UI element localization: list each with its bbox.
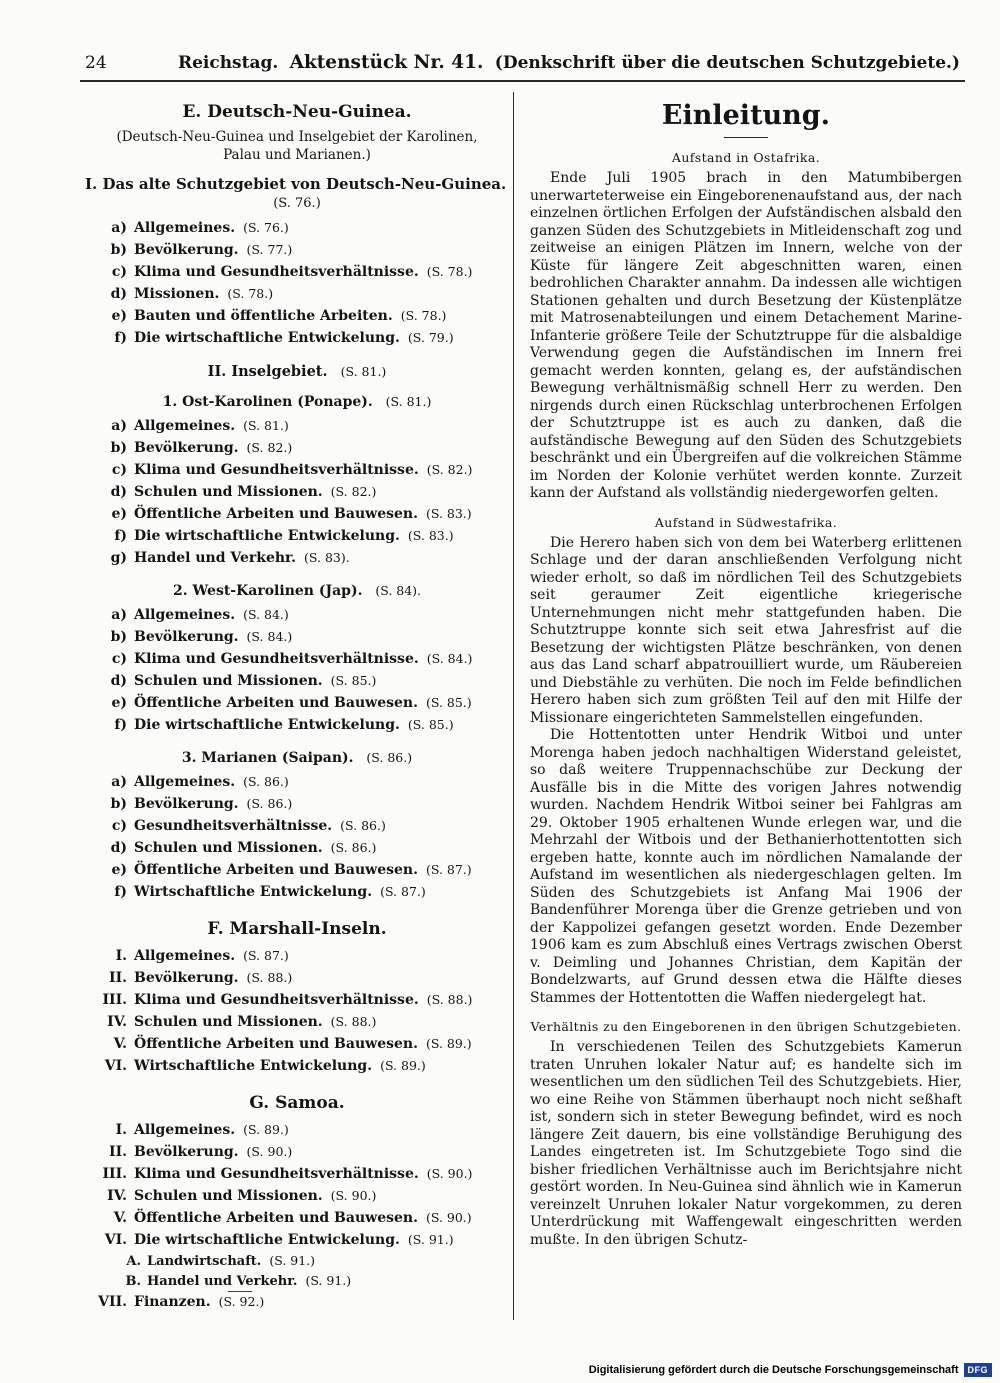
toc-item-label: e) [111,862,127,878]
toc-chapter [85,102,509,122]
toc-entry [85,670,509,692]
toc-entry [85,793,509,815]
toc-item-pageref: (S. 82.) [246,440,293,455]
header-title-aktenstueck: Aktenstück Nr. 41. [289,52,484,73]
toc-item-label: VII. [98,1294,127,1310]
toc-item-title: Allgemeines. [134,418,236,434]
toc-item-pageref: (S. 83.) [425,506,472,521]
toc-entry [85,989,509,1011]
toc-item-title: Schulen und Missionen. [134,673,323,689]
toc-item-pageref: (S. 85.) [425,695,472,710]
toc-item-title: Handel und Verkehr. [134,550,296,566]
toc-item-title: Öffentliche Arbeiten und Bauwesen. [134,1210,418,1226]
toc-item-title: 2. West-Karolinen (Jap). [172,583,363,599]
toc-item-title: Wirtschaftliche Entwickelung. [134,884,373,900]
toc-item-title: Öffentliche Arbeiten und Bauwesen. [134,1036,418,1052]
toc-item-label: B. [125,1274,141,1289]
toc-item-label: f) [114,330,127,346]
toc-item-title: Bauten und öffentliche Arbeiten. [134,308,393,324]
toc-item-title: II. Inselgebiet. [207,363,328,380]
toc-item-title: (Deutsch-Neu-Guinea und Inselgebiet der Karolinen, Palau und Marianen.) [116,129,478,163]
toc-item-title: Bevölkerung. [134,1144,239,1160]
toc-entry [85,1291,509,1313]
toc-item-title: Schulen und Missionen. [134,484,323,500]
title-rule [724,137,768,138]
toc-entry [85,459,509,481]
toc-entry [85,881,509,903]
toc-item-label: A. [126,1254,141,1269]
toc-item-label: a) [111,607,127,623]
toc-item-title: Die wirtschaftliche Entwickelung. [134,528,400,544]
toc-item-pageref: (S. 76.) [243,220,289,235]
toc-item-label: VI. [104,1232,127,1248]
article-title: Einleitung. [661,100,831,131]
page-header [85,52,960,73]
toc-item-label: VI. [104,1058,127,1074]
body-paragraph: Ende Juli 1905 brach in den Matumbibergen unerwarteterweise ein Eingeborenenaufstand aus, der nach einzelnen örtlichen Erfolgen der Aufständischen alsbald den ganzen Süden des Schutzgebiets in Mitleidenschaft zog und zeitweise an einigen Plätzen im Innern, welche von der Küste für längere Zeit abgeschnitten waren, einen bedrohlichen Charakter annahm. Da indessen alle wichtigen Stationen gehalten und durch Besetzung der Küstenplätze mit Matrosenabteilungen und einem Detachement Marine-Infanterie größere Teile der Schutztruppe für die alsbaldige Verwendung gegen die Aufständischen im Innern frei gemacht werden konnten, gelang es, der aufständischen Bewegung verhältnismäßig schnell Herr zu werden. Den nirgends durch einen Rückschlag unterbrochenen Erfolgen der Schutztruppe ist es auch zu danken, daß die aufständische Bewegung auf den Süden des Schutzgebiets beschränkt und ein Übergreifen auf die volkreichen Stämme im Norden der Kolonie verhütet werden konnte. Zurzeit kann der Aufstand als vollständig niedergeworfen gelten. [530,170,962,501]
toc-item-pageref: (S. 90.) [246,1144,293,1159]
toc-item-pageref: (S. 85.) [407,717,454,732]
header-title-denkschrift: (Denkschrift über die deutschen Schutzgebiete.) [494,53,960,73]
toc-pageref [85,196,509,211]
table-of-contents [85,92,509,1320]
toc-item-label: b) [110,440,127,456]
toc-item-label: d) [110,840,127,856]
toc-item-title: Klima und Gesundheitsverhältnisse. [134,264,419,280]
toc-item-label: IV. [107,1014,127,1030]
toc-subentry [85,1251,509,1271]
toc-entry [85,415,509,437]
digitization-footer [589,1363,992,1377]
toc-item-label: d) [110,673,127,689]
article-column [514,92,962,1320]
body-paragraph: In verschiedenen Teilen des Schutzgebiets Kamerun traten Unruhen lokaler Natur auf; es handelte sich im wesentlichen um den südlichen Teil des Schutzgebiets. Hier, wo eine Reihe von Stämmen überhaupt noch nicht seßhaft ist, sondern sich in steter Bewegung befindet, wird es noch längere Zeit dauern, bis eine vollständige Beruhigung des Landes eingetreten ist. Im Schutzgebiete Togo sind die bisher friedlichen Verhältnisse auch im Berichtsjahre nicht gestört worden. In Neu-Guinea sind ähnlich wie in Kamerun vereinzelt Unruhen lokaler Natur vorgekommen, zu deren Unterdrückung mit Waffengewalt eingeschritten werden mußte. In den übrigen Schutz- [530,1039,962,1248]
toc-item-pageref: (S. 88.) [426,992,473,1007]
toc-item-label: II. [109,1144,127,1160]
toc-item-title: Schulen und Missionen. [134,1188,323,1204]
toc-item-title: Klima und Gesundheitsverhältnisse. [134,1166,419,1182]
toc-item-title: Schulen und Missionen. [134,1014,323,1030]
toc-item-label: III. [102,1166,127,1182]
toc-item-label: d) [110,286,127,302]
toc-item-pageref: (S. 91.) [407,1232,454,1247]
body-paragraph: Die Hottentotten unter Hendrik Witboi und unter Morenga haben jedoch nachhaltigen Widerstand geleistet, so daß weitere Truppennachschübe zur Deckung der Ausfälle bis in die Mitte des vorigen Jahres notwendig wurden. Nachdem Hendrik Witboi seiner bei Fahlgras am 29. Oktober 1905 erhaltenen Wunde erlegen war, und die Mehrzahl der Witbois und der Bethanierhottentotten sich ergeben hatte, konnte auch im nördlichen Namalande der Aufstand im wesentlichen als niedergeschlagen gelten. Im Süden des Schutzgebiets ist Anfang Mai 1906 der Bandenführer Morenga über die Grenze getrieben und von der Kappolizei gefangen gesetzt worden. Ende Dezember 1906 kam es zum Abschluß eines Vertrags zwischen Oberst v. Deimling und Johannes Christian, dem Kapitän der Bondelzwarts, auf Grund dessen etwa die Hälfte dieses Stammes der Hottentotten die Waffen niedergelegt hat. [530,727,962,1006]
toc-item-label: a) [111,418,127,434]
toc-item-pageref: (S. 87.) [425,862,472,877]
toc-entry [85,327,509,349]
toc-item-label: I. [115,1122,127,1138]
toc-item-title: Die wirtschaftliche Entwickelung. [134,1232,400,1248]
toc-entry [85,437,509,459]
toc-item-title: Bevölkerung. [134,629,239,645]
toc-item-label: V. [113,1036,127,1052]
toc-item-title: Öffentliche Arbeiten und Bauwesen. [134,862,418,878]
toc-subsection2 [85,394,509,410]
toc-item-title: Wirtschaftliche Entwickelung. [134,1058,373,1074]
toc-subsection [85,363,509,380]
toc-item-label: IV. [107,1188,127,1204]
toc-entry [85,771,509,793]
toc-entry [85,283,509,305]
toc-item-title: Bevölkerung. [134,440,239,456]
toc-item-label: b) [110,629,127,645]
toc-item-pageref: (S. 82.) [330,484,377,499]
toc-entry [85,626,509,648]
toc-entry [85,815,509,837]
body-paragraph: Die Herero haben sich von dem bei Waterberg erlittenen Schlage und der daran anschließenden Verfolgung nicht wieder erholt, so daß im nördlichen Teil des Schutzgebiets seit geraumer Zeit eigentliche kriegerische Unternehmungen nicht mehr stattgefunden haben. Die Schutztruppe konnte sich seit etwa Jahresfrist auf die Besetzung der wichtigsten Plätze beschränken, von denen aus das Land scharf abpatrouilliert wurde, um Räubereien und Diebstähle zu verhüten. Die noch im Felde befindlichen Herero haben sich zum größten Teil auf den mit Hilfe der Missionare eingerichteten Sammelstellen eingefunden. [530,534,962,726]
toc-item-title: G. Samoa. [249,1093,345,1113]
toc-entry [85,239,509,261]
toc-item-pageref: (S. 78.) [227,286,274,301]
section-heading: Aufstand in Südwestafrika. [654,514,838,530]
toc-item-pageref: (S. 86.) [340,818,386,833]
toc-entry [85,692,509,714]
header-title-reichstag: Reichstag. [177,53,279,73]
toc-item-pageref: (S. 89.) [380,1058,426,1073]
toc-entry [85,837,509,859]
content-columns [85,92,962,1320]
article-body [530,150,962,1249]
toc-item-title: Schulen und Missionen. [134,840,323,856]
toc-entry [85,481,509,503]
toc-item-title: Gesundheitsverhältnisse. [134,818,333,834]
toc-entry [85,1207,509,1229]
toc-item-label: b) [110,242,127,258]
toc-item-pageref: (S. 81.) [385,394,432,409]
toc-item-title: Allgemeines. [134,774,236,790]
page-number: 24 [85,53,107,73]
toc-item-pageref: (S. 89.) [243,1122,289,1137]
toc-item-pageref: (S. 91.) [305,1273,352,1288]
toc-item-pageref: (S. 79.) [407,330,454,345]
toc-item-label: II. [109,970,127,986]
toc-item-label: e) [111,506,127,522]
toc-item-title: Allgemeines. [134,220,236,236]
toc-item-title: Handel und Verkehr. [147,1274,298,1289]
toc-item-label: a) [111,220,127,236]
toc-item-pageref: (S. 81.) [340,364,387,379]
toc-item-pageref: (S. 77.) [246,242,293,257]
toc-item-title: E. Deutsch-Neu-Guinea. [182,102,412,122]
header-rule [80,80,965,82]
toc-item-title: Allgemeines. [134,1122,236,1138]
toc-item-title: I. Das alte Schutzgebiet von Deutsch-Neu-Guinea. [85,175,507,193]
toc-item-pageref: (S. 87.) [243,948,289,963]
toc-item-title: Bevölkerung. [134,970,239,986]
toc-item-title: Klima und Gesundheitsverhältnisse. [134,651,419,667]
toc-item-pageref: (S. 84.) [246,629,293,644]
toc-item-label: c) [111,264,127,280]
toc-entry [85,604,509,626]
toc-entry [85,1163,509,1185]
toc-item-label: f) [114,717,127,733]
toc-subtitle [99,128,495,164]
toc-item-label: c) [111,462,127,478]
toc-entry [85,503,509,525]
toc-item-title: 3. Marianen (Saipan). [181,750,354,766]
toc-item-pageref: (S. 81.) [243,418,289,433]
toc-subsection2 [85,750,509,766]
toc-entry [85,1141,509,1163]
toc-item-pageref: (S. 91.) [269,1253,316,1268]
toc-item-pageref: (S. 88.) [246,970,293,985]
section-heading: Aufstand in Ostafrika. [671,150,821,165]
toc-entry [85,1119,509,1141]
section-heading: Verhältnis zu den Eingeborenen in den übrigen Schutzgebieten. [530,1019,962,1034]
toc-item-pageref: (S. 86.) [243,774,289,789]
dfg-logo: DFG [964,1363,993,1377]
toc-item-title: Die wirtschaftliche Entwickelung. [134,717,400,733]
toc-item-pageref: (S. 84.) [426,651,473,666]
toc-entry [85,1229,509,1251]
toc-item-title: Klima und Gesundheitsverhältnisse. [134,992,419,1008]
toc-entry [85,1055,509,1077]
toc-entry [85,1185,509,1207]
toc-item-title: Die wirtschaftliche Entwickelung. [134,330,400,346]
toc-item-title: Landwirtschaft. [147,1254,262,1269]
toc-item-label: I. [115,948,127,964]
toc-item-pageref: (S. 78.) [400,308,447,323]
toc-item-label: d) [110,484,127,500]
footer-text: Digitalisierung gefördert durch die Deutsche Forschungsgemeinschaft [588,1364,959,1376]
toc-entry [85,217,509,239]
toc-item-pageref: (S. 86.) [330,840,377,855]
toc-item-pageref: (S. 86.) [366,750,413,765]
toc-entry [85,714,509,736]
toc-subsection2 [85,583,509,599]
toc-item-title: Klima und Gesundheitsverhältnisse. [134,462,419,478]
toc-item-pageref: (S. 90.) [425,1210,472,1225]
toc-entry [85,261,509,283]
toc-item-pageref: (S. 83). [304,550,350,565]
toc-item-title: Allgemeines. [134,948,236,964]
toc-item-label: e) [111,695,127,711]
end-mark-line [228,1291,252,1292]
toc-item-title: 1. Ost-Karolinen (Ponape). [162,394,373,410]
toc-entry [85,547,509,569]
toc-item-pageref: (S. 83.) [407,528,454,543]
toc-entry [85,859,509,881]
toc-item-pageref: (S. 90.) [426,1166,473,1181]
toc-item-title: F. Marshall-Inseln. [207,919,387,939]
toc-item-title: Bevölkerung. [134,796,239,812]
toc-entry [85,305,509,327]
toc-item-label: c) [111,651,127,667]
toc-item-label: III. [102,992,127,1008]
toc-item-pageref: (S. 84.) [243,607,289,622]
toc-item-title: Bevölkerung. [134,242,239,258]
toc-entry [85,525,509,547]
toc-item-pageref: (S. 88.) [330,1014,377,1029]
toc-item-title: Finanzen. [134,1294,211,1310]
toc-entry [85,945,509,967]
toc-item-title: Allgemeines. [134,607,236,623]
toc-item-title: Öffentliche Arbeiten und Bauwesen. [134,695,418,711]
toc-section [85,174,509,194]
toc-chapter [85,1093,509,1113]
toc-item-pageref: (S. 90.) [330,1188,377,1203]
toc-item-label: f) [114,884,127,900]
toc-item-pageref: (S. 86.) [246,796,293,811]
toc-item-title: Öffentliche Arbeiten und Bauwesen. [134,506,418,522]
toc-item-title: Missionen. [134,286,220,302]
toc-item-pageref: (S. 85.) [330,673,377,688]
toc-subentry [85,1271,509,1291]
toc-item-label: f) [114,528,127,544]
toc-item-title: (S. 76.) [273,196,321,211]
toc-item-pageref: (S. 78.) [426,264,473,279]
toc-item-pageref: (S. 87.) [380,884,426,899]
toc-item-label: g) [110,550,127,566]
toc-entry [85,648,509,670]
toc-item-label: a) [111,774,127,790]
toc-entry [85,967,509,989]
toc-item-label: b) [110,796,127,812]
toc-item-pageref: (S. 92.) [218,1294,265,1309]
toc-item-label: e) [111,308,127,324]
toc-item-pageref: (S. 84). [375,583,422,598]
toc-item-label: c) [111,818,127,834]
toc-item-label: V. [113,1210,127,1226]
toc-entry [85,1033,509,1055]
toc-entry [85,1011,509,1033]
toc-item-pageref: (S. 89.) [425,1036,472,1051]
toc-chapter [85,919,509,939]
toc-item-pageref: (S. 82.) [426,462,473,477]
